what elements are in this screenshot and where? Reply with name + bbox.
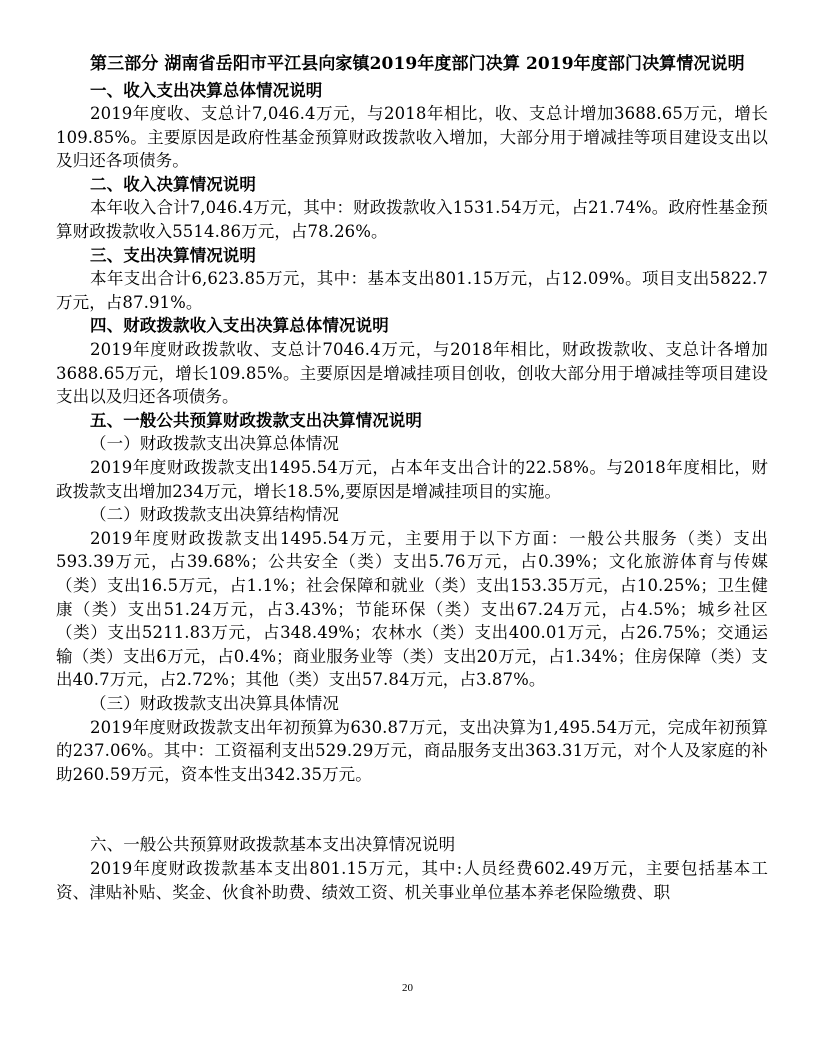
blank-space [56,786,768,833]
document-content [56,52,768,904]
section-6-body: 2019年度财政拨款基本支出801.15万元，其中:人员经费602.49万元，主要包括基本工资、津贴补贴、奖金、伙食补助费、绩效工资、机关事业单位基本养老保险缴费、职 [56,858,768,902]
section-5-sub1-heading: （一）财政拨款支出决算总体情况 [90,434,339,454]
page-number: 20 [402,982,413,994]
section-3-heading: 三、支出决算情况说明 [90,245,256,265]
section-4-heading: 四、财政拨款收入支出决算总体情况说明 [90,316,389,336]
section-2-heading: 二、收入决算情况说明 [90,174,256,194]
section-4-body: 2019年度财政拨款收、支总计7046.4万元，与2018年相比，财政拨款收、支总计各增加3688.65万元，增长109.85%。主要原因是增减挂项目创收，创收大部分用于增减挂等项目建设支出以及归还各项债务。 [56,340,768,407]
section-1-body: 2019年度收、支总计7,046.4万元，与2018年相比，收、支总计增加3688.65万元，增长109.85%。主要原因是政府性基金预算财政拨款收入增加，大部分用于增减挂等项目建设支出以及归还各项债务。 [56,104,768,171]
section-3-body: 本年支出合计6,623.85万元，其中：基本支出801.15万元，占12.09%。项目支出5822.7万元，占87.91%。 [56,269,768,312]
section-5-sub2-heading: （二）财政拨款支出决算结构情况 [90,505,339,525]
section-5-heading: 五、一般公共预算财政拨款支出决算情况说明 [90,410,422,430]
section-5-sub3-heading: （三）财政拨款支出决算具体情况 [90,693,339,713]
section-5-sub2-body: 2019年度财政拨款支出1495.54万元，主要用于以下方面：一般公共服务（类）支出593.39万元，占39.68%；公共安全（类）支出5.76万元，占0.39%；文化旅游体育与传媒（类）支出16.5万元，占1.1%；社会保障和就业（类）支出153.35万元，占10.25%；卫生健康（类）支出51.24万元，占3.43%；节能环保（类）支出67.24万元，占4.5%；城乡社区（类）支出5211.83万元，占348.49%；农林水（类）支出400.01万元，占26.75%；交通运输（类）支出6万元，占0.4%；商业服务业等（类）支出20万元，占1.34%；住房保障（类）支出40.7万元，占2.72%；其他（类）支出57.84万元，占3.87%。 [56,528,768,690]
section-1-heading: 一、收入支出决算总体情况说明 [90,80,323,100]
document-title: 第三部分 湖南省岳阳市平江县向家镇2019年度部门决算 2019年度部门决算情况说明 [90,54,745,74]
section-6-heading: 六、一般公共预算财政拨款基本支出决算情况说明 [90,835,456,855]
section-2-body: 本年收入合计7,046.4万元，其中：财政拨款收入1531.54万元，占21.74%。政府性基金预算财政拨款收入5514.86万元，占78.26%。 [56,198,768,242]
section-5-sub1-body: 2019年度财政拨款支出1495.54万元，占本年支出合计的22.58%。与2018年度相比，财政拨款支出增加234万元，增长18.5%,要原因是增减挂项目的实施。 [56,458,768,501]
section-5-sub3-body: 2019年度财政拨款支出年初预算为630.87万元，支出决算为1,495.54万元，完成年初预算的237.06%。其中：工资福利支出529.29万元，商品服务支出363.31万元，对个人及家庭的补助260.59万元，资本性支出342.35万元。 [56,717,768,784]
